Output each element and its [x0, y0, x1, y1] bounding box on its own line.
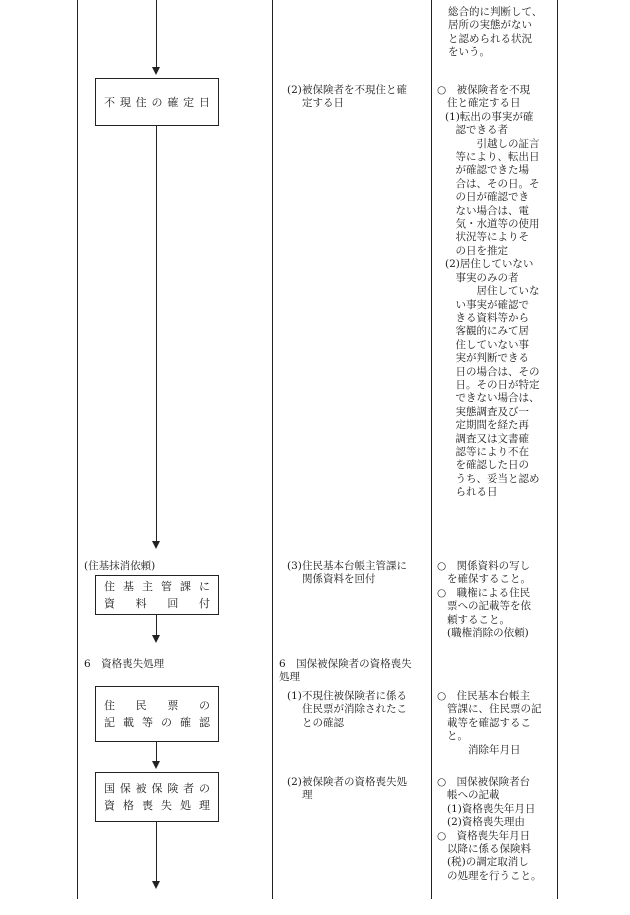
notes-top-continuation: 総合的に判断して、 居所の実態がない と認められる状況 をいう。 [448, 6, 543, 59]
procedure-item-6-1: (1) 不現住被保険者に係る 住民票が消除されたこ との確認 [287, 690, 407, 729]
column-rule-right-a [431, 0, 432, 899]
flow-arrow-line-long [156, 126, 157, 544]
arrow-down-icon [152, 635, 160, 643]
notes-resident-record: ○ 住民基本台帳主 管課に、住民票の記 載等を確認するこ と。 消除年月日 [437, 690, 542, 756]
section-6-flow-label: 6 資格喪失処理 [84, 658, 165, 670]
column-rule-right-b [557, 0, 558, 899]
arrow-down-icon [152, 881, 160, 889]
notes-send-materials: ○ 関係資料の写し を確保すること。 ○ 職権による住民 票への記載等を依 頼すること。 (職権消除の依頼) [437, 560, 531, 640]
flow-arrow-line-bottom [156, 822, 157, 884]
procedure-section-6: 6 国保被保険者の資格喪失 処理 [279, 658, 412, 684]
flow-box-resident-record-check: 住 民 票 の 記 載 等 の 確 認 [95, 686, 219, 742]
flow-box-non-residence-date: 不 現 住 の 確 定 日 [95, 78, 219, 126]
arrow-down-icon [152, 67, 160, 75]
notes-fix-date: ○ 被保険者を不現 住と確定する日 (1)転出の事実が確 認できる者 引越しの証言 等により、転出日 が確認できた場 合は、その日。そ の日が確認でき ない場合は、電 気・水道等の使用 状況等によりそ の日を推定 (2)居住していない 事実のみの者 居住していな い事実が確認で きる資料等から 客観的にみて居 住していない事 実が判断できる 日の場合は、その 日。その日が特定 できない場合は、 実態調査及び一 定期間を経た再 調査又は文書確 認等により不在 を確認した日の うち、妥当と認め られる日 [437, 84, 540, 499]
column-rule-left [77, 0, 78, 899]
column-rule-middle [272, 0, 273, 899]
flow-arrow-line-top [156, 0, 157, 70]
arrow-down-icon [152, 541, 160, 549]
notes-qualification-loss: ○ 国保被保険者台 帳への記載 (1)資格喪失年月日 (2)資格喪失理由 ○ 資格喪失年月日 以降に係る保険料 (税)の調定取消し の処理を行うこと。 [437, 776, 542, 882]
procedure-item-6-2: (2) 被保険者の資格喪失処 理 [287, 776, 407, 802]
arrow-down-icon [152, 761, 160, 769]
jyuki-request-label: (住基抹消依頼) [84, 560, 156, 572]
procedure-item-2: (2) 被保険者を不現住と確 定する日 [287, 84, 407, 110]
flow-box-qualification-loss: 国 保 被 保 険 者 の 資 格 喪 失 処 理 [95, 772, 219, 822]
procedure-item-3: (3) 住民基本台帳主管課に 関係資料を回付 [287, 560, 407, 586]
flow-box-send-to-resident-division: 住 基 主 管 課 に 資 料 回 付 [95, 575, 219, 615]
